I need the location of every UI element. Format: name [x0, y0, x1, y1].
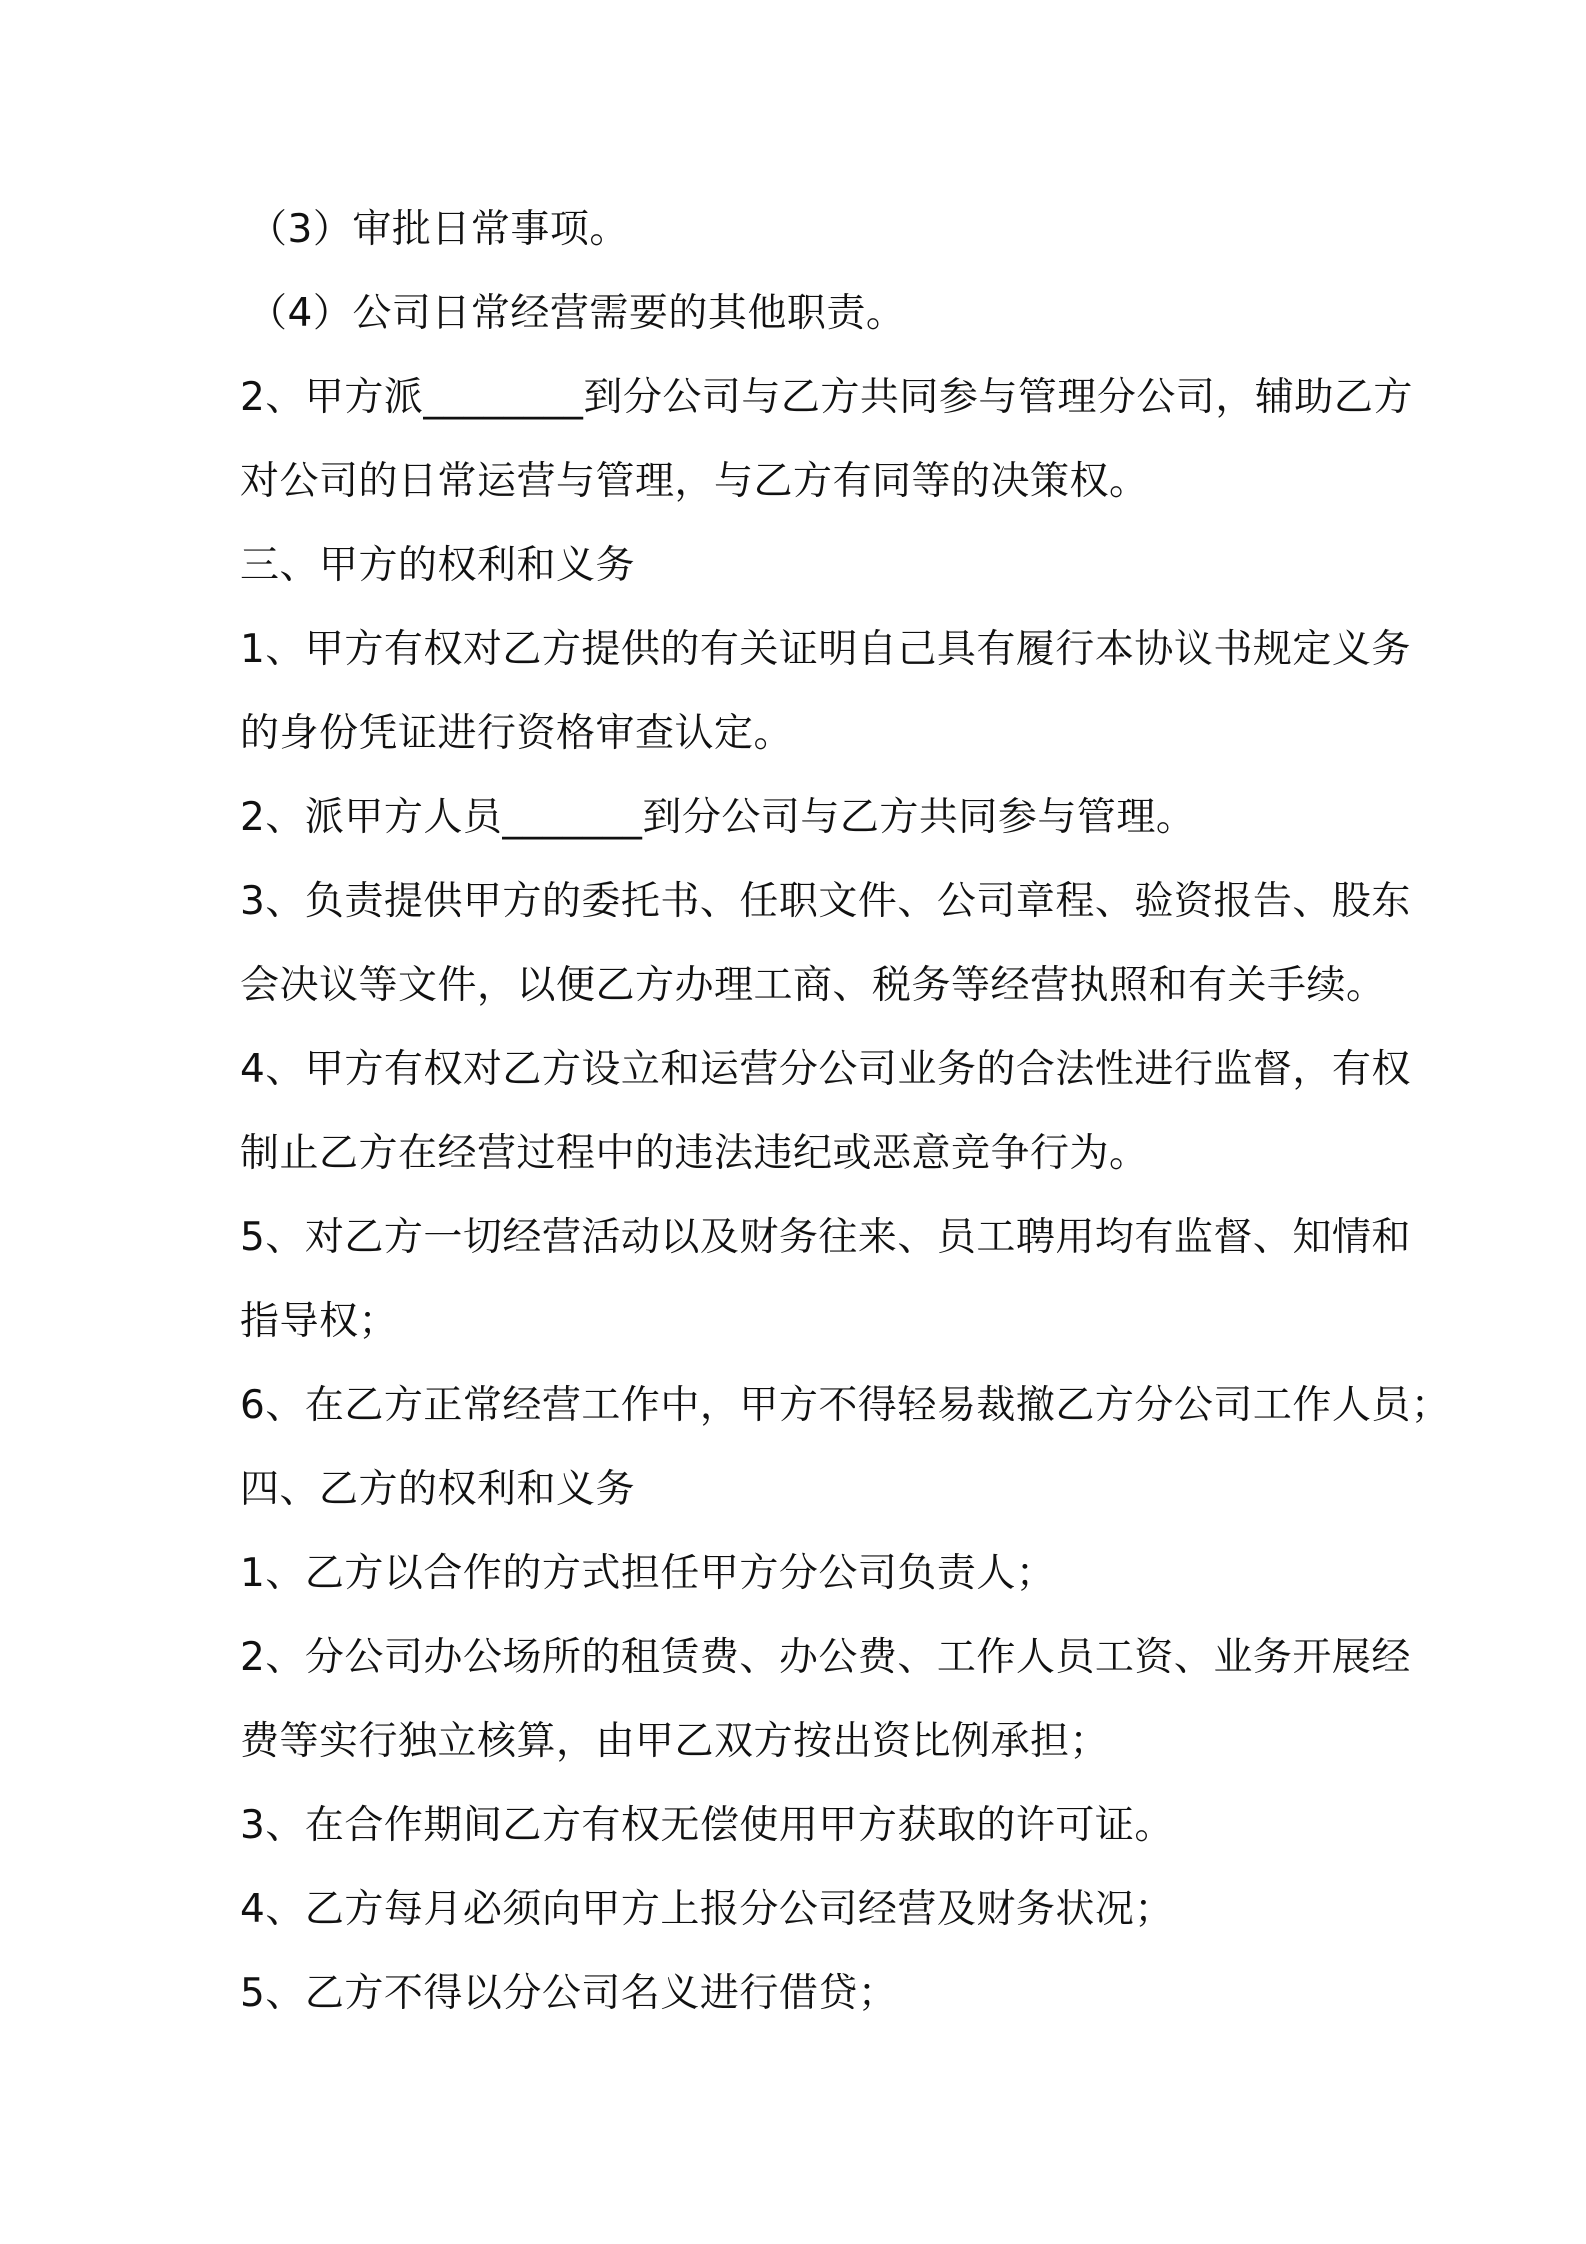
paragraph-line: 2、分公司办公场所的租赁费、办公费、工作人员工资、业务开展经 — [240, 1635, 1411, 1680]
paragraph-line: 6、在乙方正常经营工作中，甲方不得轻易裁撤乙方分公司工作人员； — [240, 1383, 1451, 1428]
paragraph-line: 5、对乙方一切经营活动以及财务往来、员工聘用均有监督、知情和 — [240, 1215, 1411, 1260]
paragraph-line: 2、甲方派________到分公司与乙方共同参与管理分公司，辅助乙方 — [240, 375, 1413, 420]
paragraph-line: 对公司的日常运营与管理，与乙方有同等的决策权。 — [240, 459, 1149, 504]
paragraph-line: 4、甲方有权对乙方设立和运营分公司业务的合法性进行监督，有权 — [240, 1047, 1411, 1092]
item-line: （3）审批日常事项。 — [248, 207, 629, 252]
paragraph-line: 3、在合作期间乙方有权无偿使用甲方获取的许可证。 — [240, 1803, 1174, 1848]
paragraph-line: 3、负责提供甲方的委托书、任职文件、公司章程、验资报告、股东 — [240, 879, 1411, 924]
paragraph-line: 4、乙方每月必须向甲方上报分公司经营及财务状况； — [240, 1887, 1174, 1932]
paragraph-line: 制止乙方在经营过程中的违法违纪或恶意竞争行为。 — [240, 1131, 1149, 1176]
paragraph-line: 1、甲方有权对乙方提供的有关证明自己具有履行本协议书规定义务 — [240, 627, 1411, 672]
paragraph-line: 费等实行独立核算，由甲乙双方按出资比例承担； — [240, 1719, 1110, 1764]
item-line: （4）公司日常经营需要的其他职责。 — [248, 291, 906, 336]
section-heading: 四、乙方的权利和义务 — [240, 1467, 636, 1512]
paragraph-line: 5、乙方不得以分公司名义进行借贷； — [240, 1971, 898, 2016]
paragraph-line: 的身份凭证进行资格审查认定。 — [240, 711, 794, 756]
paragraph-line: 2、派甲方人员_______到分公司与乙方共同参与管理。 — [240, 795, 1196, 840]
paragraph-line: 会决议等文件，以便乙方办理工商、税务等经营执照和有关手续。 — [240, 963, 1386, 1008]
paragraph-line: 指导权； — [240, 1299, 399, 1344]
document-body — [240, 196, 1451, 2044]
paragraph-line: 1、乙方以合作的方式担任甲方分公司负责人； — [240, 1551, 1056, 1596]
section-heading: 三、甲方的权利和义务 — [240, 543, 636, 588]
